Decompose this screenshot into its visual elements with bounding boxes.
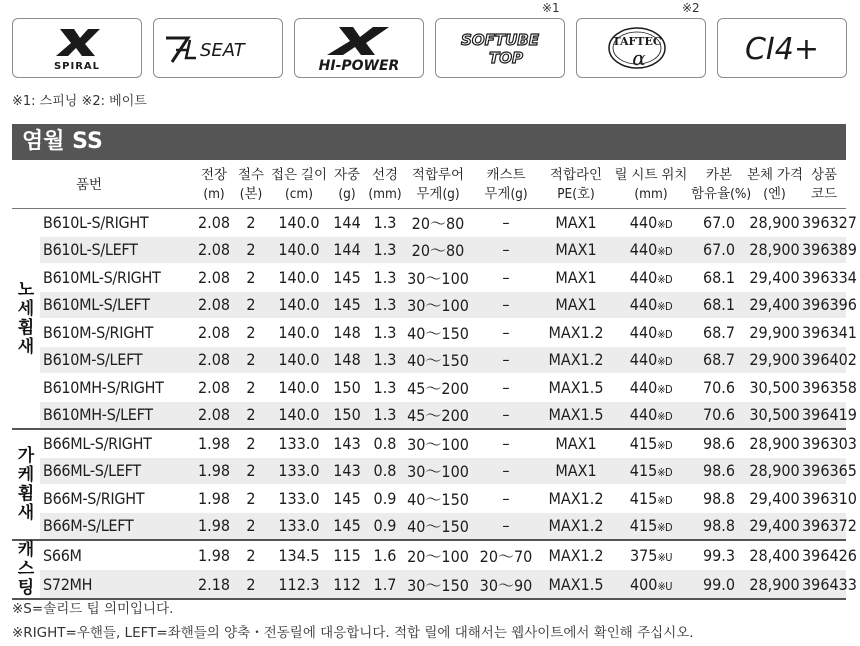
cell-price: 28,900 xyxy=(747,209,802,237)
cell-line: MAX1.2 xyxy=(541,485,611,513)
cell-line: MAX1 xyxy=(541,236,611,264)
cell-carbon: 67.0 xyxy=(691,236,747,264)
cell-lure: 40～150 xyxy=(405,319,471,347)
cell-line: MAX1.5 xyxy=(541,401,611,429)
table-row xyxy=(12,401,846,429)
cell-lure: 30～100 xyxy=(405,291,471,319)
cell-tip: 1.3 xyxy=(365,291,405,319)
cell-length: 1.98 xyxy=(195,429,233,457)
cell-code: 396419 xyxy=(802,401,846,429)
cell-seat: 415※D xyxy=(611,457,691,485)
seat-mark: ※U xyxy=(657,550,672,564)
cell-lure: 40～150 xyxy=(405,512,471,540)
table-row xyxy=(12,264,846,292)
cell-seat: 440※D xyxy=(611,264,691,292)
table-row xyxy=(12,570,846,600)
cell-code: 396341 xyxy=(802,319,846,347)
cell-weight: 150 xyxy=(329,374,365,402)
model-name: S66M xyxy=(40,540,195,570)
x-hi-power-logo xyxy=(294,18,424,78)
cell-seat: 440※D xyxy=(611,374,691,402)
seat-mark: ※D xyxy=(657,327,673,341)
model-name: B610M-S/LEFT xyxy=(40,346,195,374)
cell-pieces: 2 xyxy=(233,512,269,540)
seat-mark: ※U xyxy=(657,579,672,593)
header-lure: 적합루어 무게(g) xyxy=(405,162,471,209)
cell-pieces: 2 xyxy=(233,374,269,402)
cell-cast: – xyxy=(471,319,541,347)
cell-price: 30,500 xyxy=(747,401,802,429)
7-seat-icon xyxy=(158,28,278,68)
model-name: B610MH-S/RIGHT xyxy=(40,374,195,402)
cell-price: 28,900 xyxy=(747,457,802,485)
cell-pieces: 2 xyxy=(233,264,269,292)
model-name: B610L-S/RIGHT xyxy=(40,209,195,237)
cell-carbon: 70.6 xyxy=(691,401,747,429)
cell-lure: 20～100 xyxy=(405,540,471,570)
cell-cast: – xyxy=(471,291,541,319)
cell-line: MAX1 xyxy=(541,457,611,485)
cell-seat: 400※U xyxy=(611,570,691,600)
cell-lure: 30～100 xyxy=(405,264,471,292)
cell-closed: 140.0 xyxy=(269,401,329,429)
cell-line: MAX1.2 xyxy=(541,540,611,570)
cell-cast: – xyxy=(471,264,541,292)
cell-lure: 45～200 xyxy=(405,401,471,429)
cell-tip: 0.8 xyxy=(365,457,405,485)
cell-lure: 20～80 xyxy=(405,209,471,237)
x-spiral-icon xyxy=(22,23,132,73)
header-pieces: 절수 (본) xyxy=(233,162,269,209)
cell-line: MAX1.2 xyxy=(541,346,611,374)
cell-closed: 140.0 xyxy=(269,319,329,347)
cell-length: 1.98 xyxy=(195,512,233,540)
cell-tip: 1.3 xyxy=(365,264,405,292)
header-closed: 접은 길이 (cm) xyxy=(269,162,329,209)
technology-logos xyxy=(12,1,850,80)
cell-closed: 140.0 xyxy=(269,209,329,237)
cell-pieces: 2 xyxy=(233,209,269,237)
cell-carbon: 68.7 xyxy=(691,346,747,374)
cell-carbon: 70.6 xyxy=(691,374,747,402)
model-name: B610MH-S/LEFT xyxy=(40,401,195,429)
cell-line: MAX1 xyxy=(541,429,611,457)
spinning-mark: ※1 xyxy=(542,1,560,15)
model-name: B610ML-S/LEFT xyxy=(40,291,195,319)
cell-line: MAX1 xyxy=(541,291,611,319)
cell-cast: – xyxy=(471,429,541,457)
cell-tip: 0.9 xyxy=(365,485,405,513)
cell-seat: 440※D xyxy=(611,209,691,237)
cell-price: 30,500 xyxy=(747,374,802,402)
cell-code: 396358 xyxy=(802,374,846,402)
cell-length: 2.08 xyxy=(195,346,233,374)
cell-closed: 140.0 xyxy=(269,236,329,264)
cell-price: 29,400 xyxy=(747,485,802,513)
cell-seat: 375※U xyxy=(611,540,691,570)
footnotes xyxy=(12,597,694,645)
ci4-icon xyxy=(722,23,842,73)
seat-mark: ※D xyxy=(657,466,673,480)
cell-code: 396310 xyxy=(802,485,846,513)
cell-weight: 115 xyxy=(329,540,365,570)
header-line: 적합라인 PE(호) xyxy=(541,162,611,209)
table-row xyxy=(12,291,846,319)
cell-lure: 30～150 xyxy=(405,570,471,600)
cell-lure: 45～200 xyxy=(405,374,471,402)
seat-mark: ※D xyxy=(657,272,673,286)
cell-weight: 145 xyxy=(329,291,365,319)
cell-weight: 148 xyxy=(329,319,365,347)
cell-code: 396396 xyxy=(802,291,846,319)
softube-top-icon xyxy=(440,23,560,73)
cell-code: 396303 xyxy=(802,429,846,457)
cell-price: 29,400 xyxy=(747,291,802,319)
model-name: B66ML-S/LEFT xyxy=(40,457,195,485)
cell-tip: 1.7 xyxy=(365,570,405,600)
header-length: 전장 (m) xyxy=(195,162,233,209)
cell-pieces: 2 xyxy=(233,540,269,570)
cell-price: 29,400 xyxy=(747,512,802,540)
cell-weight: 112 xyxy=(329,570,365,600)
seat-mark: ※D xyxy=(657,382,673,396)
seat-mark: ※D xyxy=(657,410,673,424)
cell-price: 28,400 xyxy=(747,540,802,570)
cell-price: 28,900 xyxy=(747,429,802,457)
seat-mark: ※D xyxy=(657,245,673,259)
cell-seat: 440※D xyxy=(611,236,691,264)
cell-carbon: 67.0 xyxy=(691,209,747,237)
table-row xyxy=(12,429,846,457)
cell-weight: 145 xyxy=(329,485,365,513)
cell-length: 2.08 xyxy=(195,291,233,319)
cell-price: 29,400 xyxy=(747,264,802,292)
cell-price: 28,900 xyxy=(747,570,802,600)
table-row xyxy=(12,540,846,570)
cell-length: 2.08 xyxy=(195,236,233,264)
header-seat: 릴 시트 위치 (mm) xyxy=(611,162,691,209)
cell-price: 29,900 xyxy=(747,319,802,347)
model-name: B66M-S/RIGHT xyxy=(40,485,195,513)
cell-closed: 133.0 xyxy=(269,512,329,540)
cell-length: 1.98 xyxy=(195,485,233,513)
cell-lure: 40～150 xyxy=(405,485,471,513)
cell-weight: 150 xyxy=(329,401,365,429)
cell-carbon: 99.0 xyxy=(691,570,747,600)
seat-mark: ※D xyxy=(657,217,673,231)
cell-closed: 133.0 xyxy=(269,485,329,513)
cell-lure: 30～100 xyxy=(405,429,471,457)
header-name: 품번 xyxy=(40,162,195,209)
spec-table xyxy=(12,162,857,600)
cell-length: 2.18 xyxy=(195,570,233,600)
cell-weight: 144 xyxy=(329,209,365,237)
footnote-solid: ※S=솔리드 팁 의미입니다. xyxy=(12,601,174,617)
header-weight: 자중 (g) xyxy=(329,162,365,209)
cell-carbon: 68.7 xyxy=(691,319,747,347)
cell-weight: 148 xyxy=(329,346,365,374)
cell-closed: 140.0 xyxy=(269,374,329,402)
x-spiral-text: SPIRAL xyxy=(53,61,101,72)
cell-code: 396433 xyxy=(802,570,846,600)
model-name: B66M-S/LEFT xyxy=(40,512,195,540)
cell-tip: 0.8 xyxy=(365,429,405,457)
cell-pieces: 2 xyxy=(233,429,269,457)
cell-carbon: 98.8 xyxy=(691,512,747,540)
x-spiral-logo xyxy=(12,18,142,78)
cell-carbon: 98.6 xyxy=(691,457,747,485)
cell-seat: 440※D xyxy=(611,401,691,429)
softube-top-logo xyxy=(435,18,565,78)
cell-lure: 20～80 xyxy=(405,236,471,264)
cell-price: 28,900 xyxy=(747,236,802,264)
cell-seat: 440※D xyxy=(611,346,691,374)
cell-pieces: 2 xyxy=(233,457,269,485)
cell-carbon: 98.6 xyxy=(691,429,747,457)
cell-tip: 1.6 xyxy=(365,540,405,570)
cell-length: 2.08 xyxy=(195,374,233,402)
cell-weight: 143 xyxy=(329,429,365,457)
cell-code: 396426 xyxy=(802,540,846,570)
group-label: 가케휨새 xyxy=(12,429,40,540)
cell-cast: 20～70 xyxy=(471,540,541,570)
cell-code: 396402 xyxy=(802,346,846,374)
bait-mark: ※2 xyxy=(682,1,700,15)
x-hi-power-icon xyxy=(299,23,419,73)
taftec-icon xyxy=(581,23,701,73)
cell-cast: – xyxy=(471,374,541,402)
cell-length: 1.98 xyxy=(195,457,233,485)
cell-carbon: 99.3 xyxy=(691,540,747,570)
table-row xyxy=(12,346,846,374)
cell-weight: 143 xyxy=(329,457,365,485)
table-row xyxy=(12,319,846,347)
cell-code: 396389 xyxy=(802,236,846,264)
table-row xyxy=(12,374,846,402)
cell-pieces: 2 xyxy=(233,291,269,319)
cell-seat: 440※D xyxy=(611,291,691,319)
cell-cast: – xyxy=(471,457,541,485)
cell-seat: 415※D xyxy=(611,485,691,513)
cell-cast: – xyxy=(471,485,541,513)
cell-closed: 140.0 xyxy=(269,291,329,319)
cell-tip: 1.3 xyxy=(365,209,405,237)
cell-closed: 134.5 xyxy=(269,540,329,570)
seat-mark: ※D xyxy=(657,300,673,314)
ci4-logo xyxy=(717,18,847,78)
cell-closed: 140.0 xyxy=(269,346,329,374)
cell-lure: 40～150 xyxy=(405,346,471,374)
hi-power-text: HI-POWER xyxy=(318,58,400,73)
table-row xyxy=(12,236,846,264)
cell-length: 2.08 xyxy=(195,209,233,237)
cell-cast: – xyxy=(471,512,541,540)
footnote-handle: ※RIGHT=우핸들, LEFT=좌핸들의 양축・전동릴에 대응합니다. 적합 릴에 대해서는 웹사이트에서 확인해 주십시오. xyxy=(12,625,694,641)
header-code: 상품 코드 xyxy=(802,162,846,209)
cell-pieces: 2 xyxy=(233,485,269,513)
cell-pieces: 2 xyxy=(233,401,269,429)
cell-weight: 145 xyxy=(329,512,365,540)
table-row xyxy=(12,512,846,540)
cell-pieces: 2 xyxy=(233,346,269,374)
seat-mark: ※D xyxy=(657,493,673,507)
cell-closed: 133.0 xyxy=(269,457,329,485)
cell-tip: 1.3 xyxy=(365,319,405,347)
cell-code: 396327 xyxy=(802,209,846,237)
cell-closed: 140.0 xyxy=(269,264,329,292)
cell-lure: 30～100 xyxy=(405,457,471,485)
cell-code: 396365 xyxy=(802,457,846,485)
group-label: 노세휨새 xyxy=(12,209,40,430)
header-price: 본체 가격 (엔) xyxy=(747,162,802,209)
table-row xyxy=(12,457,846,485)
cell-line: MAX1.2 xyxy=(541,319,611,347)
7-seat-logo xyxy=(153,18,283,78)
cell-weight: 145 xyxy=(329,264,365,292)
logo-legend: ※1: 스피닝 ※2: 베이트 xyxy=(12,94,147,109)
cell-line: MAX1.2 xyxy=(541,512,611,540)
model-name: B610M-S/RIGHT xyxy=(40,319,195,347)
model-name: B610L-S/LEFT xyxy=(40,236,195,264)
cell-line: MAX1 xyxy=(541,209,611,237)
cell-pieces: 2 xyxy=(233,319,269,347)
cell-closed: 133.0 xyxy=(269,429,329,457)
cell-carbon: 68.1 xyxy=(691,291,747,319)
cell-pieces: 2 xyxy=(233,570,269,600)
cell-line: MAX1.5 xyxy=(541,374,611,402)
cell-pieces: 2 xyxy=(233,236,269,264)
taftec-text: TAFTEC xyxy=(612,35,662,48)
model-name: B66ML-S/RIGHT xyxy=(40,429,195,457)
seat-mark: ※D xyxy=(657,521,673,535)
cell-carbon: 68.1 xyxy=(691,264,747,292)
cell-cast: – xyxy=(471,236,541,264)
group-header-spacer xyxy=(12,162,40,209)
cell-length: 2.08 xyxy=(195,319,233,347)
cell-line: MAX1 xyxy=(541,264,611,292)
cell-cast: – xyxy=(471,346,541,374)
top-text: TOP xyxy=(489,49,523,67)
cell-tip: 1.3 xyxy=(365,236,405,264)
table-row xyxy=(12,209,846,237)
cell-length: 1.98 xyxy=(195,540,233,570)
cell-length: 2.08 xyxy=(195,401,233,429)
cell-tip: 0.9 xyxy=(365,512,405,540)
group-label: 캐스팅 xyxy=(12,540,40,599)
header-cast: 캐스트 무게(g) xyxy=(471,162,541,209)
cell-tip: 1.3 xyxy=(365,346,405,374)
header-row xyxy=(12,162,846,209)
cell-weight: 144 xyxy=(329,236,365,264)
cell-line: MAX1.5 xyxy=(541,570,611,600)
cell-cast: 30～90 xyxy=(471,570,541,600)
header-tip: 선경 (mm) xyxy=(365,162,405,209)
cell-price: 29,900 xyxy=(747,346,802,374)
seat-mark: ※D xyxy=(657,438,673,452)
spec-body xyxy=(12,209,857,600)
cell-cast: – xyxy=(471,401,541,429)
ci4-text: CI4+ xyxy=(744,32,820,67)
cell-seat: 415※D xyxy=(611,512,691,540)
cell-tip: 1.3 xyxy=(365,401,405,429)
cell-tip: 1.3 xyxy=(365,374,405,402)
taftec-logo xyxy=(576,18,706,78)
cell-carbon: 98.8 xyxy=(691,485,747,513)
cell-closed: 112.3 xyxy=(269,570,329,600)
table-row xyxy=(12,485,846,513)
7-seat-text: SEAT xyxy=(200,40,245,61)
cell-cast: – xyxy=(471,209,541,237)
seat-mark: ※D xyxy=(657,355,673,369)
softube-text: SOFTUBE xyxy=(461,31,539,49)
model-name: B610ML-S/RIGHT xyxy=(40,264,195,292)
alpha-text: α xyxy=(632,46,646,70)
cell-length: 2.08 xyxy=(195,264,233,292)
cell-seat: 440※D xyxy=(611,319,691,347)
cell-seat: 415※D xyxy=(611,429,691,457)
cell-code: 396334 xyxy=(802,264,846,292)
model-name: S72MH xyxy=(40,570,195,600)
cell-code: 396372 xyxy=(802,512,846,540)
header-carbon: 카본 함유율(%) xyxy=(691,162,747,209)
section-title: 염월 SS xyxy=(12,124,846,160)
